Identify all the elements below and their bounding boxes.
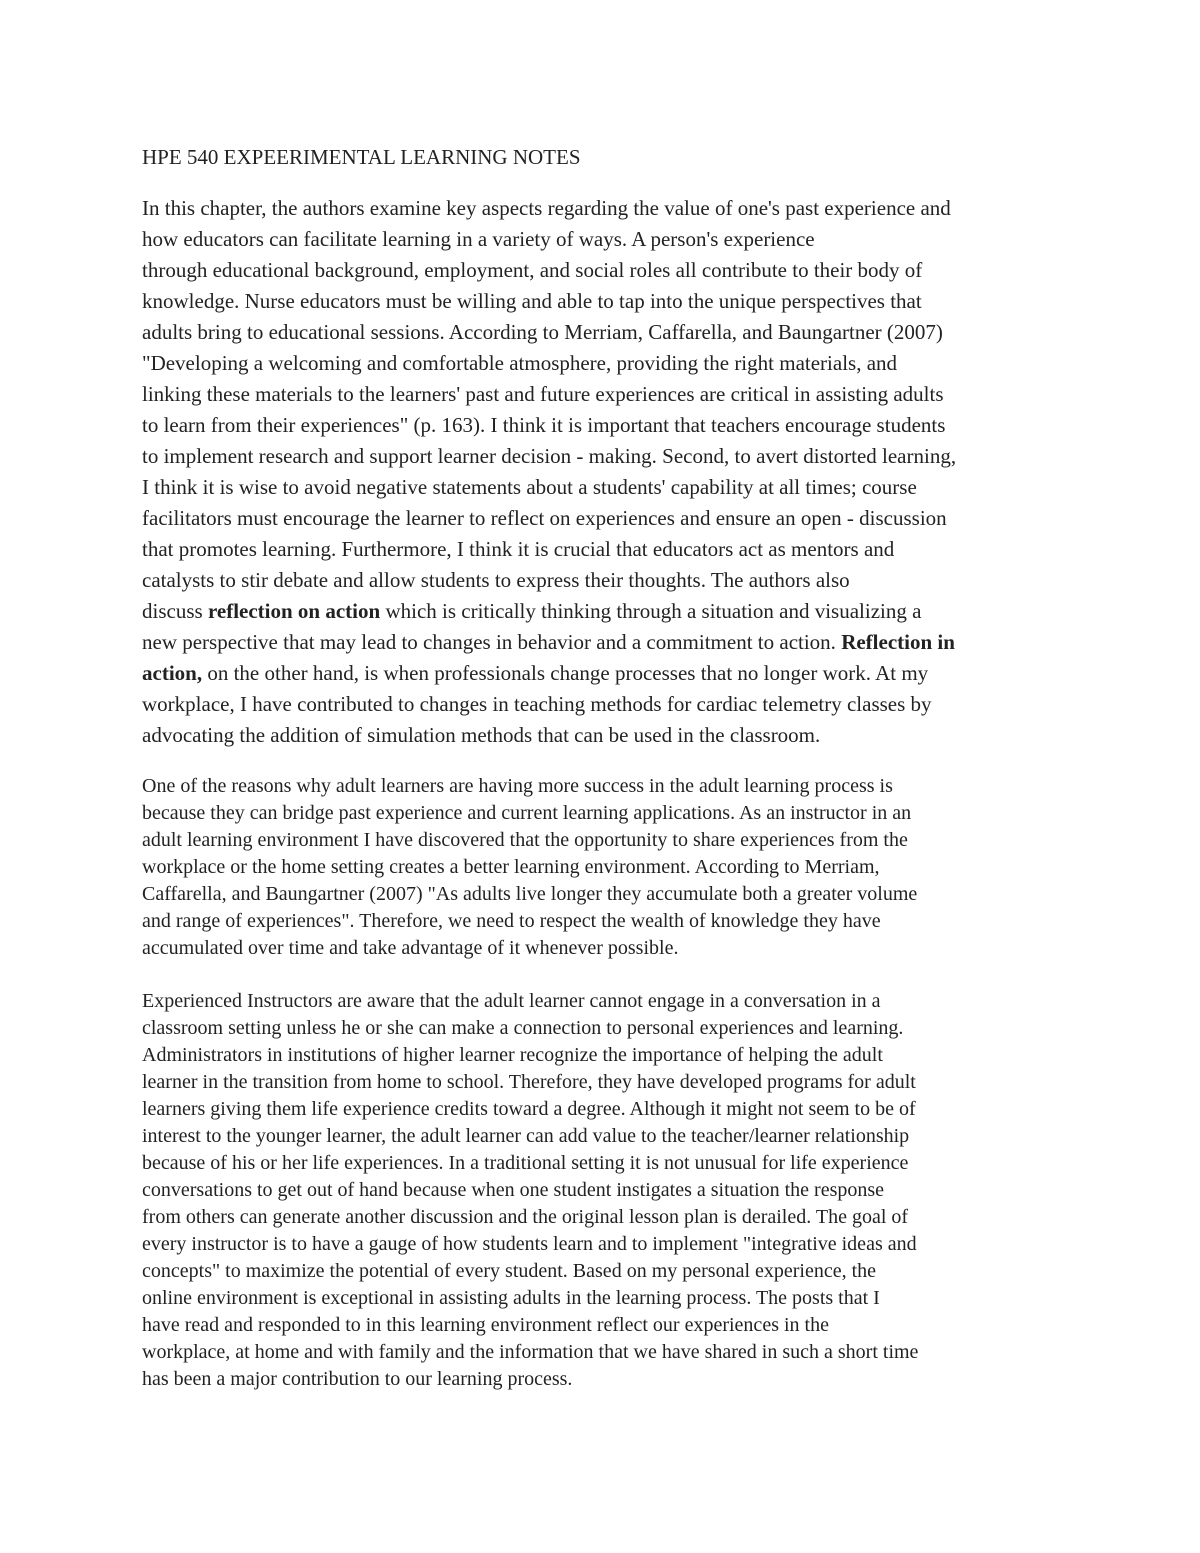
text-run: discuss <box>142 599 208 623</box>
text-line: linking these materials to the learners' past and future experiences are critical in assisting adults <box>142 382 944 406</box>
text-line: knowledge. Nurse educators must be willing and able to tap into the unique perspectives that <box>142 289 922 313</box>
text-line: One of the reasons why adult learners are having more success in the adult learning process is <box>142 775 893 797</box>
text-line: concepts" to maximize the potential of every student. Based on my personal experience, the <box>142 1260 877 1282</box>
text-line: classroom setting unless he or she can make a connection to personal experiences and learning. <box>142 1017 904 1039</box>
text-run: which is critically thinking through a situation and visualizing a <box>380 599 922 623</box>
text-line: Administrators in institutions of higher learner recognize the importance of helping the adult <box>142 1044 883 1066</box>
text-line <box>142 596 1082 627</box>
bold-term-reflection-on-action: reflection on action <box>207 599 381 623</box>
text-line: through educational background, employment, and social roles all contribute to their body of <box>142 258 923 282</box>
text-line: because they can bridge past experience and current learning applications. As an instructor in an <box>142 802 912 824</box>
bold-term-reflection-in-action: Reflection in <box>841 630 955 654</box>
text-line: from others can generate another discussion and the original lesson plan is derailed. The goal of <box>142 1206 909 1228</box>
text-line: conversations to get out of hand because when one student instigates a situation the response <box>142 1179 885 1201</box>
text-line: online environment is exceptional in assisting adults in the learning process. The posts that I <box>142 1287 880 1309</box>
text-line: to implement research and support learner decision - making. Second, to avert distorted learning, <box>142 444 957 468</box>
text-line: that promotes learning. Furthermore, I think it is crucial that educators act as mentors and <box>142 537 895 561</box>
text-line: catalysts to stir debate and allow students to express their thoughts. The authors also <box>142 568 850 592</box>
text-line: facilitators must encourage the learner to reflect on experiences and ensure an open - discussion <box>142 506 947 530</box>
text-line: every instructor is to have a gauge of how students learn and to implement "integrative ideas and <box>142 1233 917 1255</box>
text-line: how educators can facilitate learning in a variety of ways. A person's experience <box>142 227 815 251</box>
text-line: because of his or her life experiences. In a traditional setting it is not unusual for life experience <box>142 1152 909 1174</box>
bold-term-reflection-in-action: action, <box>142 661 203 685</box>
text-line: I think it is wise to avoid negative statements about a students' capability at all times; course <box>142 475 917 499</box>
text-line: learners giving them life experience credits toward a degree. Although it might not seem to be of <box>142 1098 916 1120</box>
text-line: adults bring to educational sessions. According to Merriam, Caffarella, and Baungartner (2007) <box>142 320 943 344</box>
text-line: has been a major contribution to our learning process. <box>142 1368 573 1390</box>
text-line: advocating the addition of simulation methods that can be used in the classroom. <box>142 723 821 747</box>
text-line: In this chapter, the authors examine key aspects regarding the value of one's past experience and <box>142 196 951 220</box>
text-line <box>142 627 1082 658</box>
text-line: interest to the younger learner, the adult learner can add value to the teacher/learner relationship <box>142 1125 910 1147</box>
text-line: workplace, I have contributed to changes in teaching methods for cardiac telemetry classes by <box>142 692 932 716</box>
text-line: accumulated over time and take advantage of it whenever possible. <box>142 937 679 959</box>
text-run: new perspective that may lead to changes in behavior and a commitment to action. <box>142 630 842 654</box>
text-line: and range of experiences". Therefore, we need to respect the wealth of knowledge they have <box>142 910 881 932</box>
text-line: workplace or the home setting creates a better learning environment. According to Merriam, <box>142 856 880 878</box>
text-line: "Developing a welcoming and comfortable atmosphere, providing the right materials, and <box>142 351 898 375</box>
text-line: Experienced Instructors are aware that the adult learner cannot engage in a conversation in a <box>142 990 881 1012</box>
text-line: adult learning environment I have discovered that the opportunity to share experiences from the <box>142 829 908 851</box>
text-line: learner in the transition from home to school. Therefore, they have developed programs for adult <box>142 1071 916 1093</box>
text-line <box>142 658 1082 689</box>
text-run: on the other hand, is when professionals change processes that no longer work. At my <box>202 661 929 685</box>
paragraph-adult-success <box>142 773 1082 962</box>
document-title: HPE 540 EXPEERIMENTAL LEARNING NOTES <box>142 145 581 169</box>
paragraph-experienced-instructors <box>142 988 1082 1393</box>
text-line: have read and responded to in this learning environment reflect our experiences in the <box>142 1314 829 1336</box>
text-line: Caffarella, and Baungartner (2007) "As adults live longer they accumulate both a greater volume <box>142 883 918 905</box>
paragraph-experience-value <box>142 193 1082 751</box>
text-line: workplace, at home and with family and the information that we have shared in such a short time <box>142 1341 919 1363</box>
text-line: to learn from their experiences" (p. 163). I think it is important that teachers encourage students <box>142 413 946 437</box>
